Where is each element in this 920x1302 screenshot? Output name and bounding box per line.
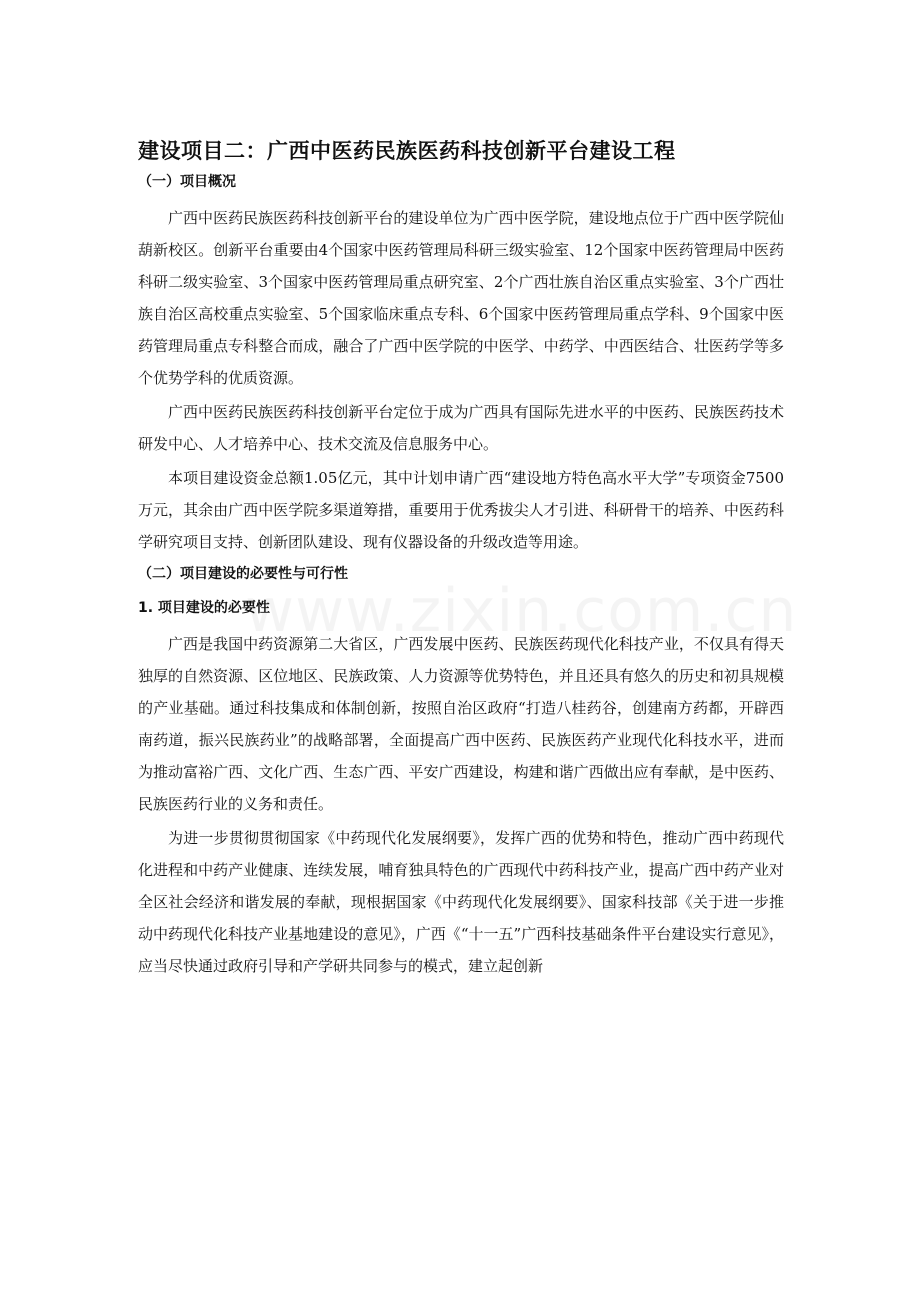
- section-necessity: [138, 592, 784, 982]
- document-body: [138, 166, 784, 982]
- paragraph: 广西中医药民族医药科技创新平台定位于成为广西具有国际先进水平的中医药、民族医药技术研发中心、人才培养中心、技术交流及信息服务中心。: [138, 403, 784, 453]
- section-overview: [138, 166, 784, 558]
- document-title: 建设项目二：广西中医药民族医药科技创新平台建设工程: [138, 139, 676, 164]
- subsection-heading: 1. 项目建设的必要性: [138, 600, 270, 616]
- section-heading: （一）项目概况: [138, 174, 236, 190]
- paragraph: 本项目建设资金总额1.05亿元，其中计划申请广西“建设地方特色高水平大学”专项资金7500万元，其余由广西中医学院多渠道筹措，重要用于优秀拔尖人才引进、科研骨干的培养、中医药科学研究项目支持、创新团队建设、现有仪器设备的升级改造等用途。: [138, 469, 784, 551]
- paragraph: 广西是我国中药资源第二大省区，广西发展中医药、民族医药现代化科技产业，不仅具有得天独厚的自然资源、区位地区、民族政策、人力资源等优势特色，并且还具有悠久的历史和初具规模的产业基础。通过科技集成和体制创新，按照自治区政府“打造八桂药谷，创建南方药都，开辟西南药道，振兴民族药业”的战略部署，全面提高广西中医药、民族医药产业现代化科技水平，进而为推动富裕广西、文化广西、生态广西、平安广西建设，构建和谐广西做出应有奉献，是中医药、民族医药行业的义务和责任。: [138, 635, 784, 813]
- paragraph: 广西中医药民族医药科技创新平台的建设单位为广西中医学院，建设地点位于广西中医学院仙葫新校区。创新平台重要由4个国家中医药管理局科研三级实验室、12个国家中医药管理局中医药科研二级实验室、3个国家中医药管理局重点研究室、2个广西壮族自治区重点实验室、3个广西壮族自治区高校重点实验室、5个国家临床重点专科、6个国家中医药管理局重点学科、9个国家中医药管理局重点专科整合而成，融合了广西中医学院的中医学、中药学、中西医结合、壮医药学等多个优势学科的优质资源。: [138, 209, 784, 387]
- section-heading: （二）项目建设的必要性与可行性: [138, 566, 348, 582]
- section-necessity-feasibility: [138, 558, 784, 592]
- paragraph: 为进一步贯彻贯彻国家《中药现代化发展纲要》，发挥广西的优势和特色，推动广西中药现代化进程和中药产业健康、连续发展，哺育独具特色的广西现代中药科技产业，提高广西中药产业对全区社会经济和谐发展的奉献，现根据国家《中药现代化发展纲要》、国家科技部《关于进一步推动中药现代化科技产业基地建设的意见》，广西《“十一五”广西科技基础条件平台建设实行意见》，应当尽快通过政府引导和产学研共同参与的模式，建立起创新: [138, 829, 784, 975]
